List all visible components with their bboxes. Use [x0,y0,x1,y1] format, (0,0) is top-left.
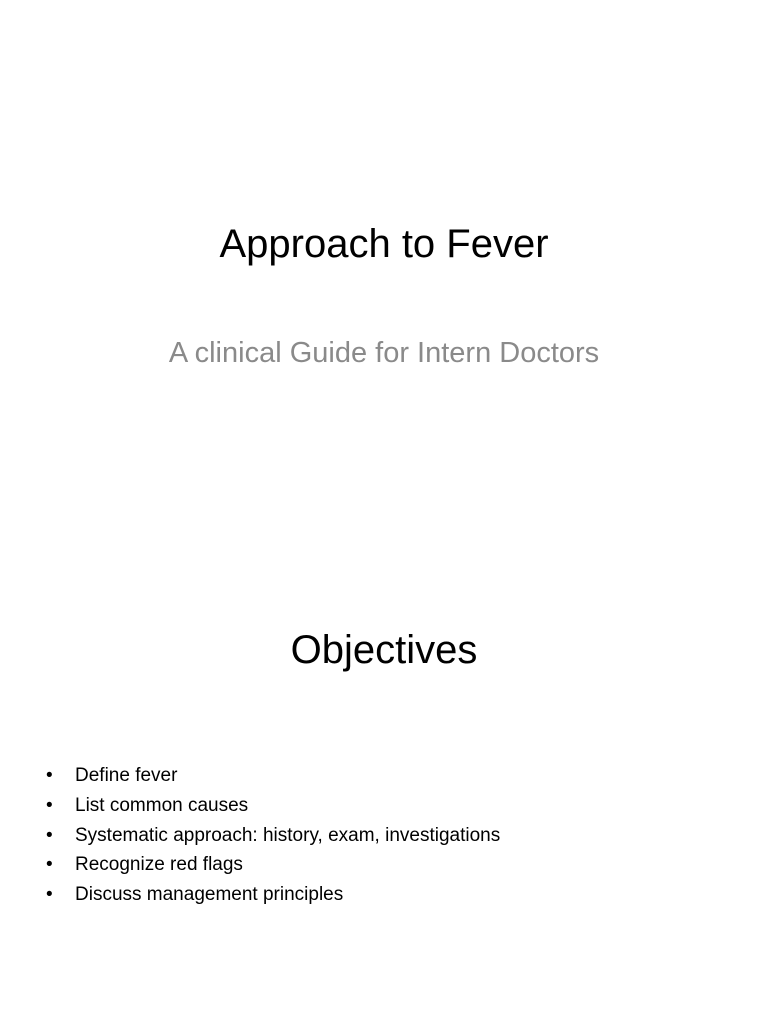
bullet-icon: • [46,854,53,876]
slide-title: Approach to Fever [219,222,549,266]
bullet-icon: • [46,765,53,786]
bullet-item [46,761,500,791]
slide-subtitle: A clinical Guide for Intern Doctors [168,337,600,369]
bullet-item [46,821,500,851]
bullet-text: Systematic approach: history, exam, investigations [75,824,501,846]
bullet-item [46,791,500,821]
objectives-bullet-list [46,761,500,910]
bullet-item [46,850,500,880]
bullet-text: Discuss management principles [75,884,344,905]
bullet-text: Recognize red flags [75,854,243,876]
bullet-icon: • [46,884,53,905]
bullet-icon: • [46,824,53,846]
bullet-text: Define fever [75,765,178,786]
bullet-item [46,880,500,910]
bullet-icon: • [46,794,53,816]
objectives-title: Objectives [290,628,478,672]
objectives-slide [0,512,768,1024]
bullet-text: List common causes [75,794,249,816]
